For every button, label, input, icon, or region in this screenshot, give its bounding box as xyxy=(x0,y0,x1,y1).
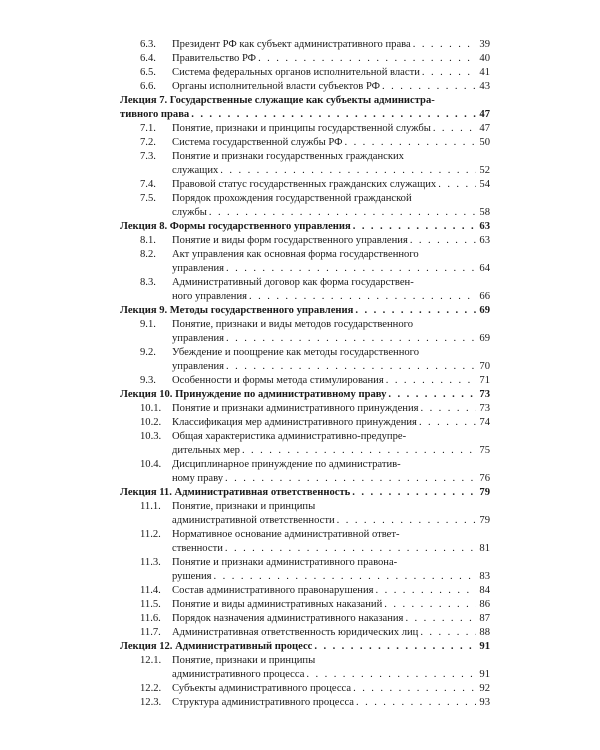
toc-section-number: 9.3. xyxy=(140,375,156,386)
toc-entry-title-line: служащих xyxy=(172,165,219,176)
toc-section-entry xyxy=(120,234,490,248)
toc-entry-title-line: Органы исполнительной власти субъектов РФ xyxy=(172,81,381,92)
toc-section-entry xyxy=(120,248,490,276)
toc-section-entry xyxy=(120,122,490,136)
toc-entry-body xyxy=(172,654,490,682)
toc-page-number: 47 xyxy=(479,109,490,120)
toc-entry-title-line: Понятие и признаки административного принуждения xyxy=(172,403,419,414)
toc-section-number: 11.1. xyxy=(140,501,161,512)
dot-leader xyxy=(223,542,476,556)
toc-page-number: 73 xyxy=(479,389,490,400)
dot-leader xyxy=(224,332,476,346)
toc-entry-body xyxy=(172,416,490,430)
toc-entry-last-line xyxy=(172,472,490,486)
toc-page-number: 93 xyxy=(479,697,490,708)
toc-entry-title-line: службы xyxy=(172,207,207,218)
toc-entry-body xyxy=(172,598,490,612)
toc-section-entry xyxy=(120,402,490,416)
dot-leader xyxy=(386,388,476,402)
toc-entry-last-line xyxy=(172,514,490,528)
toc-entry-body xyxy=(120,94,490,122)
toc-section-number: 6.6. xyxy=(140,81,156,92)
toc-section-number: 10.4. xyxy=(140,459,162,470)
toc-entry-title-line: ственности xyxy=(172,543,223,554)
toc-page-number: 83 xyxy=(479,571,490,582)
dot-leader xyxy=(408,234,476,248)
toc-entry-last-line xyxy=(172,234,490,248)
toc-entry-last-line xyxy=(172,584,490,598)
toc-lecture-entry xyxy=(120,220,490,234)
dot-leader xyxy=(354,696,476,710)
toc-section-entry xyxy=(120,318,490,346)
toc-page-number: 74 xyxy=(479,417,490,428)
toc-page-number: 86 xyxy=(479,599,490,610)
toc-entry-title-line: Лекция 8. Формы государственного управления xyxy=(120,221,351,232)
toc-entry-body xyxy=(172,500,490,528)
dot-leader xyxy=(224,360,476,374)
dot-leader xyxy=(351,220,476,234)
toc-entry-body xyxy=(172,248,490,276)
toc-section-entry xyxy=(120,276,490,304)
toc-section-number: 11.3. xyxy=(140,557,161,568)
toc-section-entry xyxy=(120,682,490,696)
toc-section-entry xyxy=(120,66,490,80)
toc-section-number: 11.2. xyxy=(140,529,161,540)
toc-page-number: 52 xyxy=(479,165,490,176)
toc-entry-last-line xyxy=(172,598,490,612)
toc-entry-body xyxy=(172,136,490,150)
toc-entry-title-line: Система федеральных органов исполнительной власти xyxy=(172,67,420,78)
toc-page-number: 69 xyxy=(479,333,490,344)
toc-page-number: 73 xyxy=(479,403,490,414)
toc-section-entry xyxy=(120,500,490,528)
toc-section-number: 6.4. xyxy=(140,53,156,64)
toc-section-entry xyxy=(120,150,490,178)
toc-entry-last-line xyxy=(172,682,490,696)
toc-entry-last-line xyxy=(172,612,490,626)
toc-entry-title-line: Понятие и признаки административного правона- xyxy=(172,557,398,568)
toc-entry-title-line: Президент РФ как субъект административного права xyxy=(172,39,411,50)
toc-entry-body xyxy=(120,388,490,402)
toc-lecture-entry xyxy=(120,486,490,500)
toc-entry-title-line: Состав административного правонарушения xyxy=(172,585,374,596)
dot-leader xyxy=(312,640,476,654)
toc-entry-title-line: Правовой статус государственных гражданских служащих xyxy=(172,179,437,190)
toc-entry-body xyxy=(172,276,490,304)
toc-section-number: 7.2. xyxy=(140,137,156,148)
dot-leader xyxy=(207,206,476,220)
toc-section-number: 8.2. xyxy=(140,249,156,260)
toc-section-number: 11.6. xyxy=(140,613,161,624)
toc-page-number: 79 xyxy=(479,487,490,498)
toc-entry-last-line xyxy=(172,626,490,640)
toc-section-number: 7.4. xyxy=(140,179,156,190)
toc-entry-title-line: управления xyxy=(172,333,225,344)
dot-leader xyxy=(351,682,476,696)
toc-page-number: 41 xyxy=(479,67,490,78)
toc-entry-title-line: Акт управления как основная форма государственного xyxy=(172,249,419,260)
toc-entry-last-line xyxy=(172,374,490,388)
toc-entry-title-line: рушения xyxy=(172,571,212,582)
toc-entry-body xyxy=(172,556,490,584)
toc-entry-body xyxy=(172,696,490,710)
toc-entry-title-line: Лекция 7. Государственные служащие как субъекты администра- xyxy=(120,95,435,106)
toc-section-entry xyxy=(120,52,490,66)
toc-entry-title-line: Убеждение и поощрение как методы государственного xyxy=(172,347,420,358)
toc-entry-title-line: Понятие и признаки государственных гражданских xyxy=(172,151,404,162)
toc-entry-title-line: управления xyxy=(172,361,225,372)
toc-section-number: 11.5. xyxy=(140,599,161,610)
dot-leader xyxy=(374,584,476,598)
toc-entry-body xyxy=(172,38,490,52)
toc-entry-body xyxy=(120,220,490,234)
toc-entry-title-line: Лекция 12. Административный процесс xyxy=(120,641,313,652)
toc-lecture-entry xyxy=(120,304,490,318)
toc-entry-title-line: Административная ответственность юридических лиц xyxy=(172,627,419,638)
toc-entry-title-line: тивного права xyxy=(120,109,190,120)
toc-page-number: 71 xyxy=(479,375,490,386)
toc-entry-last-line xyxy=(120,220,490,234)
toc-entry-last-line xyxy=(172,360,490,374)
toc-entry-title-line: Понятие и виды административных наказаний xyxy=(172,599,383,610)
toc-lecture-entry xyxy=(120,640,490,654)
toc-section-entry xyxy=(120,178,490,192)
toc-entry-body xyxy=(172,430,490,458)
dot-leader xyxy=(403,612,476,626)
toc-entry-title-line: Правительство РФ xyxy=(172,53,257,64)
toc-page-number: 75 xyxy=(479,445,490,456)
toc-entry-body xyxy=(172,80,490,94)
toc-page-number: 43 xyxy=(479,81,490,92)
toc-entry-body xyxy=(172,682,490,696)
toc-entry-last-line xyxy=(172,262,490,276)
toc-section-entry xyxy=(120,136,490,150)
toc-entry-last-line xyxy=(172,290,490,304)
toc-entry-last-line xyxy=(172,668,490,682)
toc-section-entry xyxy=(120,192,490,220)
toc-entry-last-line xyxy=(172,570,490,584)
toc-entry-title-line: Дисциплинарное принуждение по административ- xyxy=(172,459,401,470)
toc-section-entry xyxy=(120,598,490,612)
toc-entry-last-line xyxy=(172,206,490,220)
dot-leader xyxy=(342,136,476,150)
dot-leader xyxy=(212,570,476,584)
toc-page-number: 92 xyxy=(479,683,490,694)
toc-page-number: 87 xyxy=(479,613,490,624)
toc-entry-last-line xyxy=(120,108,490,122)
toc-section-number: 8.1. xyxy=(140,235,156,246)
toc-page-number: 63 xyxy=(479,235,490,246)
toc-section-entry xyxy=(120,346,490,374)
toc-lecture-entry xyxy=(120,388,490,402)
toc-section-number: 7.5. xyxy=(140,193,156,204)
toc-entry-body xyxy=(172,626,490,640)
toc-section-number: 9.1. xyxy=(140,319,156,330)
toc-section-number: 12.3. xyxy=(140,697,162,708)
toc-entry-last-line xyxy=(172,332,490,346)
toc-section-number: 10.3. xyxy=(140,431,162,442)
toc-page-number: 47 xyxy=(479,123,490,134)
toc-section-number: 7.3. xyxy=(140,151,156,162)
toc-entry-title-line: Лекция 9. Методы государственного управления xyxy=(120,305,354,316)
toc-entry-body xyxy=(172,374,490,388)
toc-section-entry xyxy=(120,626,490,640)
toc-entry-last-line xyxy=(172,178,490,192)
toc-entry-last-line xyxy=(172,80,490,94)
toc-entry-body xyxy=(172,122,490,136)
toc-page-number: 79 xyxy=(479,515,490,526)
toc-section-entry xyxy=(120,654,490,682)
toc-entry-title-line: Понятие, признаки и виды методов государственного xyxy=(172,319,414,330)
toc-entry-title-line: Лекция 11. Административная ответственность xyxy=(120,487,351,498)
toc-entry-title-line: Понятие, признаки и принципы xyxy=(172,501,316,512)
toc-section-entry xyxy=(120,696,490,710)
toc-entry-body xyxy=(172,66,490,80)
dot-leader xyxy=(304,668,476,682)
toc-page-number: 58 xyxy=(479,207,490,218)
toc-section-entry xyxy=(120,374,490,388)
toc-page-number: 88 xyxy=(479,627,490,638)
toc-entry-body xyxy=(172,346,490,374)
toc-entry-title-line: Понятие и виды форм государственного управления xyxy=(172,235,408,246)
toc-entry-last-line xyxy=(120,304,490,318)
toc-section-number: 9.2. xyxy=(140,347,156,358)
toc-section-number: 11.7. xyxy=(140,627,161,638)
toc-page-number: 69 xyxy=(479,305,490,316)
dot-leader xyxy=(353,304,476,318)
toc-entry-last-line xyxy=(172,136,490,150)
toc-section-entry xyxy=(120,416,490,430)
toc-entry-body xyxy=(172,234,490,248)
toc-section-entry xyxy=(120,38,490,52)
toc-section-entry xyxy=(120,430,490,458)
toc-entry-last-line xyxy=(172,444,490,458)
toc-section-number: 12.2. xyxy=(140,683,162,694)
toc-section-entry xyxy=(120,528,490,556)
toc-entry-title-line: Нормативное основание административной ответ- xyxy=(172,529,400,540)
toc-entry-last-line xyxy=(172,66,490,80)
toc-section-number: 7.1. xyxy=(140,123,156,134)
dot-leader xyxy=(420,66,476,80)
toc-entry-body xyxy=(120,640,490,654)
toc-entry-last-line xyxy=(172,542,490,556)
toc-page-number: 39 xyxy=(479,39,490,50)
toc-entry-title-line: Административный договор как форма государствен- xyxy=(172,277,414,288)
toc-entry-last-line xyxy=(120,388,490,402)
toc-page-number: 91 xyxy=(479,669,490,680)
toc-entry-body xyxy=(120,304,490,318)
toc-section-entry xyxy=(120,584,490,598)
dot-leader xyxy=(418,626,476,640)
toc-page-number: 40 xyxy=(479,53,490,64)
toc-entry-body xyxy=(172,584,490,598)
toc-section-number: 12.1. xyxy=(140,655,162,666)
toc-page-number: 54 xyxy=(479,179,490,190)
dot-leader xyxy=(218,164,476,178)
toc-entry-body xyxy=(172,528,490,556)
toc-page-number: 64 xyxy=(479,263,490,274)
toc-section-entry xyxy=(120,612,490,626)
toc-entry-title-line: Структура административного процесса xyxy=(172,697,354,708)
toc-entry-title-line: Субъекты административного процесса xyxy=(172,683,352,694)
toc-entry-title-line: административного процесса xyxy=(172,669,305,680)
toc-entry-body xyxy=(120,486,490,500)
dot-leader xyxy=(382,598,476,612)
toc-entry-last-line xyxy=(120,640,490,654)
toc-section-entry xyxy=(120,80,490,94)
toc-entry-body xyxy=(172,402,490,416)
table-of-contents xyxy=(120,38,490,710)
toc-page-number: 76 xyxy=(479,473,490,484)
dot-leader xyxy=(247,290,476,304)
dot-leader xyxy=(431,122,476,136)
toc-entry-last-line xyxy=(120,486,490,500)
toc-entry-title-line: Система государственной службы РФ xyxy=(172,137,343,148)
toc-section-entry xyxy=(120,556,490,584)
toc-entry-title-line: административной ответственности xyxy=(172,515,335,526)
toc-entry-last-line xyxy=(172,52,490,66)
dot-leader xyxy=(256,52,476,66)
dot-leader xyxy=(418,402,476,416)
dot-leader xyxy=(384,374,476,388)
dot-leader xyxy=(380,80,476,94)
toc-entry-title-line: Понятие, признаки и принципы xyxy=(172,655,316,666)
toc-entry-body xyxy=(172,192,490,220)
toc-entry-title-line: ному праву xyxy=(172,473,224,484)
dot-leader xyxy=(417,416,476,430)
toc-page-number: 81 xyxy=(479,543,490,554)
toc-page-number: 66 xyxy=(479,291,490,302)
toc-entry-title-line: управления xyxy=(172,263,225,274)
toc-entry-title-line: Порядок назначения административного наказания xyxy=(172,613,404,624)
toc-section-number: 6.5. xyxy=(140,67,156,78)
toc-entry-body xyxy=(172,612,490,626)
toc-entry-body xyxy=(172,52,490,66)
toc-entry-title-line: дительных мер xyxy=(172,445,240,456)
toc-entry-body xyxy=(172,178,490,192)
toc-page-number: 91 xyxy=(479,641,490,652)
toc-entry-last-line xyxy=(172,696,490,710)
toc-section-number: 6.3. xyxy=(140,39,156,50)
dot-leader xyxy=(350,486,476,500)
dot-leader xyxy=(335,514,476,528)
toc-entry-last-line xyxy=(172,402,490,416)
dot-leader xyxy=(240,444,476,458)
toc-entry-last-line xyxy=(172,164,490,178)
toc-page-number: 84 xyxy=(479,585,490,596)
toc-entry-last-line xyxy=(172,416,490,430)
dot-leader xyxy=(189,108,476,122)
toc-section-number: 8.3. xyxy=(140,277,156,288)
toc-entry-title-line: ного управления xyxy=(172,291,248,302)
toc-section-number: 11.4. xyxy=(140,585,161,596)
dot-leader xyxy=(224,262,476,276)
toc-entry-title-line: Общая характеристика административно-предупре- xyxy=(172,431,407,442)
toc-entry-title-line: Лекция 10. Принуждение по административному праву xyxy=(120,389,387,400)
toc-section-entry xyxy=(120,458,490,486)
dot-leader xyxy=(223,472,476,486)
dot-leader xyxy=(436,178,476,192)
toc-section-number: 10.1. xyxy=(140,403,162,414)
toc-page-number: 50 xyxy=(479,137,490,148)
toc-page-number: 70 xyxy=(479,361,490,372)
dot-leader xyxy=(411,38,476,52)
toc-entry-body xyxy=(172,318,490,346)
toc-entry-last-line xyxy=(172,38,490,52)
toc-entry-title-line: Понятие, признаки и принципы государственной службы xyxy=(172,123,431,134)
toc-entry-title-line: Порядок прохождения государственной гражданской xyxy=(172,193,412,204)
toc-lecture-entry xyxy=(120,94,490,122)
toc-page-number: 63 xyxy=(479,221,490,232)
toc-entry-body xyxy=(172,150,490,178)
toc-entry-last-line xyxy=(172,122,490,136)
toc-entry-body xyxy=(172,458,490,486)
toc-entry-title-line: Классификация мер административного принуждения xyxy=(172,417,417,428)
toc-entry-title-line: Особенности и формы метода стимулирования xyxy=(172,375,384,386)
toc-section-number: 10.2. xyxy=(140,417,162,428)
